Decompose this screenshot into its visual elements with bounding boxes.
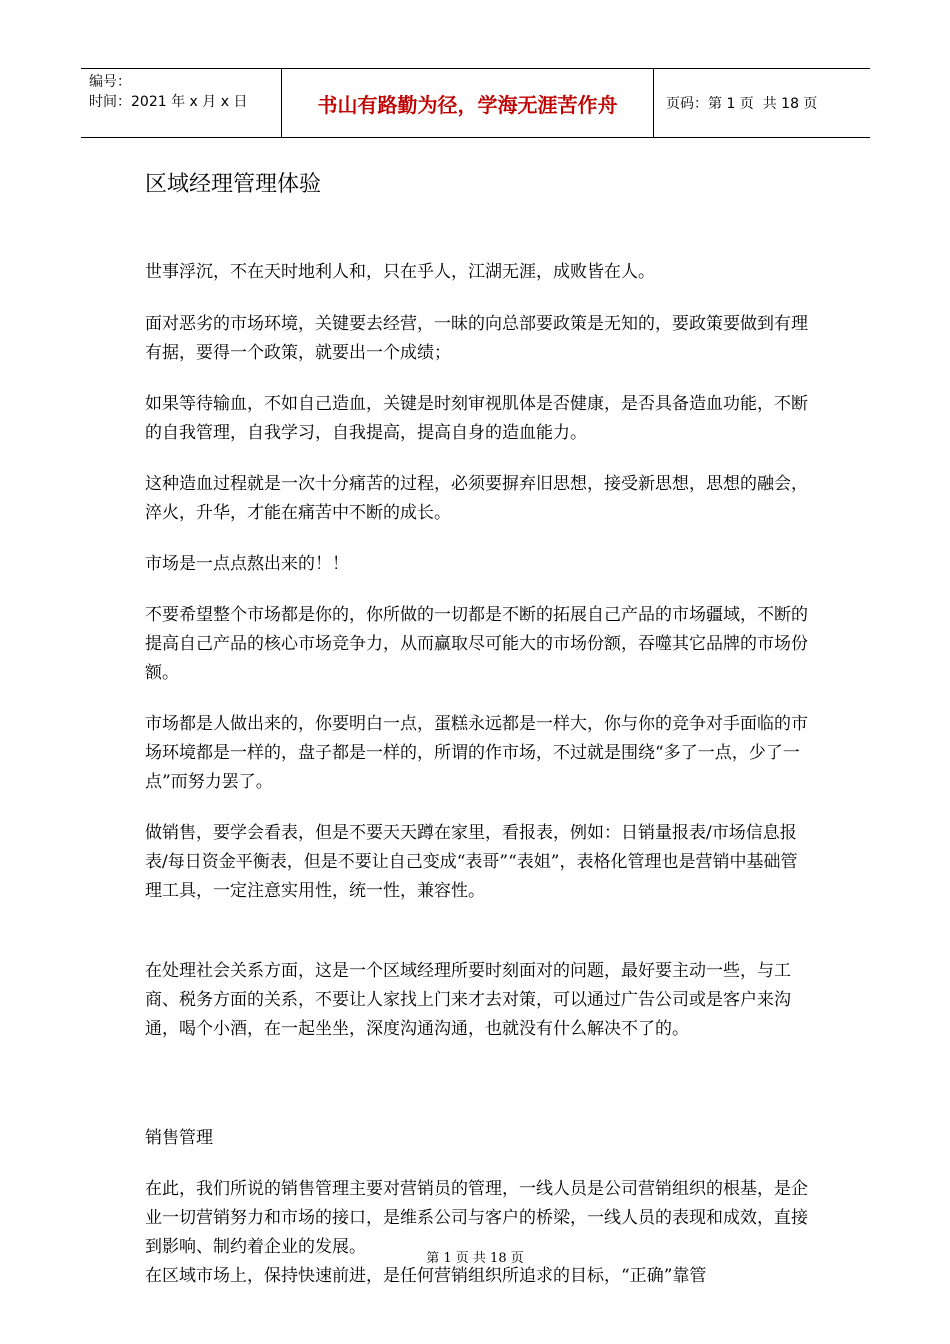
paragraph-9: 在处理社会关系方面，这是一个区域经理所要时刻面对的问题，最好要主动一些，与工商、税务方面的关系，不要让人家找上门来才去对策，可以通过广告公司或是客户来沟通，喝个小酒，在一起坐坐，深度沟通沟通，也就没有什么解决不了的。: [145, 961, 791, 1039]
paragraph-4: 这种造血过程就是一次十分痛苦的过程，必须要摒弃旧思想，接受新思想，思想的融会，淬火，升华，才能在痛苦中不断的成长。: [145, 474, 808, 523]
paragraph-10: 在此，我们所说的销售管理主要对营销员的管理，一线人员是公司营销组织的根基，是企业一切营销努力和市场的接口，是维系公司与客户的桥梁，一线人员的表现和成效，直接到影响、制约着企业的发展。: [145, 1179, 808, 1257]
document-body: [145, 258, 808, 1291]
paragraph-8: 做销售，要学会看表，但是不要天天蹲在家里，看报表，例如：日销量报表/市场信息报表/每日资金平衡表，但是不要让自己变成“表哥”“表姐”，表格化管理也是营销中基础管理工具，一定注意实用性，统一性，兼容性。: [145, 823, 798, 901]
document-date-label: 时间：2021 年 x 月 x 日: [89, 94, 248, 110]
paragraph-6: 不要希望整个市场都是你的，你所做的一切都是不断的拓展自己产品的市场疆域，不断的提高自己产品的核心市场竞争力，从而赢取尽可能大的市场份额，吞噬其它品牌的市场份额。: [145, 605, 808, 683]
document-title: 区域经理管理体验: [145, 172, 322, 197]
paragraph-11: 在区域市场上，保持快速前进，是任何营销组织所追求的目标，“正确”靠管: [145, 1266, 707, 1286]
section-heading: 销售管理: [145, 1128, 213, 1148]
page-footer: 第 1 页 共 18 页: [426, 1251, 524, 1266]
paragraph-3: 如果等待输血，不如自己造血，关键是时刻审视肌体是否健康，是否具备造血功能，不断的自我管理，自我学习，自我提高，提高自身的造血能力。: [145, 394, 808, 443]
header-info-cell: [81, 69, 282, 137]
document-number-label: 编号：: [89, 74, 131, 90]
paragraph-2: 面对恶劣的市场环境，关键要去经营，一昧的向总部要政策是无知的，要政策要做到有理有据，要得一个政策，就要出一个成绩；: [145, 314, 808, 363]
paragraph-1: 世事浮沉，不在天时地利人和，只在乎人，江湖无涯，成败皆在人。: [145, 262, 655, 282]
paragraph-7: 市场都是人做出来的，你要明白一点，蛋糕永远都是一样大，你与你的竞争对手面临的市场环境都是一样的，盘子都是一样的，所谓的作市场，不过就是围绕“多了一点，少了一点”而努力罢了。: [145, 714, 808, 792]
paragraph-5: 市场是一点点熬出来的！！: [145, 554, 349, 574]
header-motto: 书山有路勤为径，学海无涯苦作舟: [282, 69, 654, 137]
page-header: [81, 68, 870, 138]
header-page-number: 页码：第 1 页 共 18 页: [666, 96, 818, 112]
